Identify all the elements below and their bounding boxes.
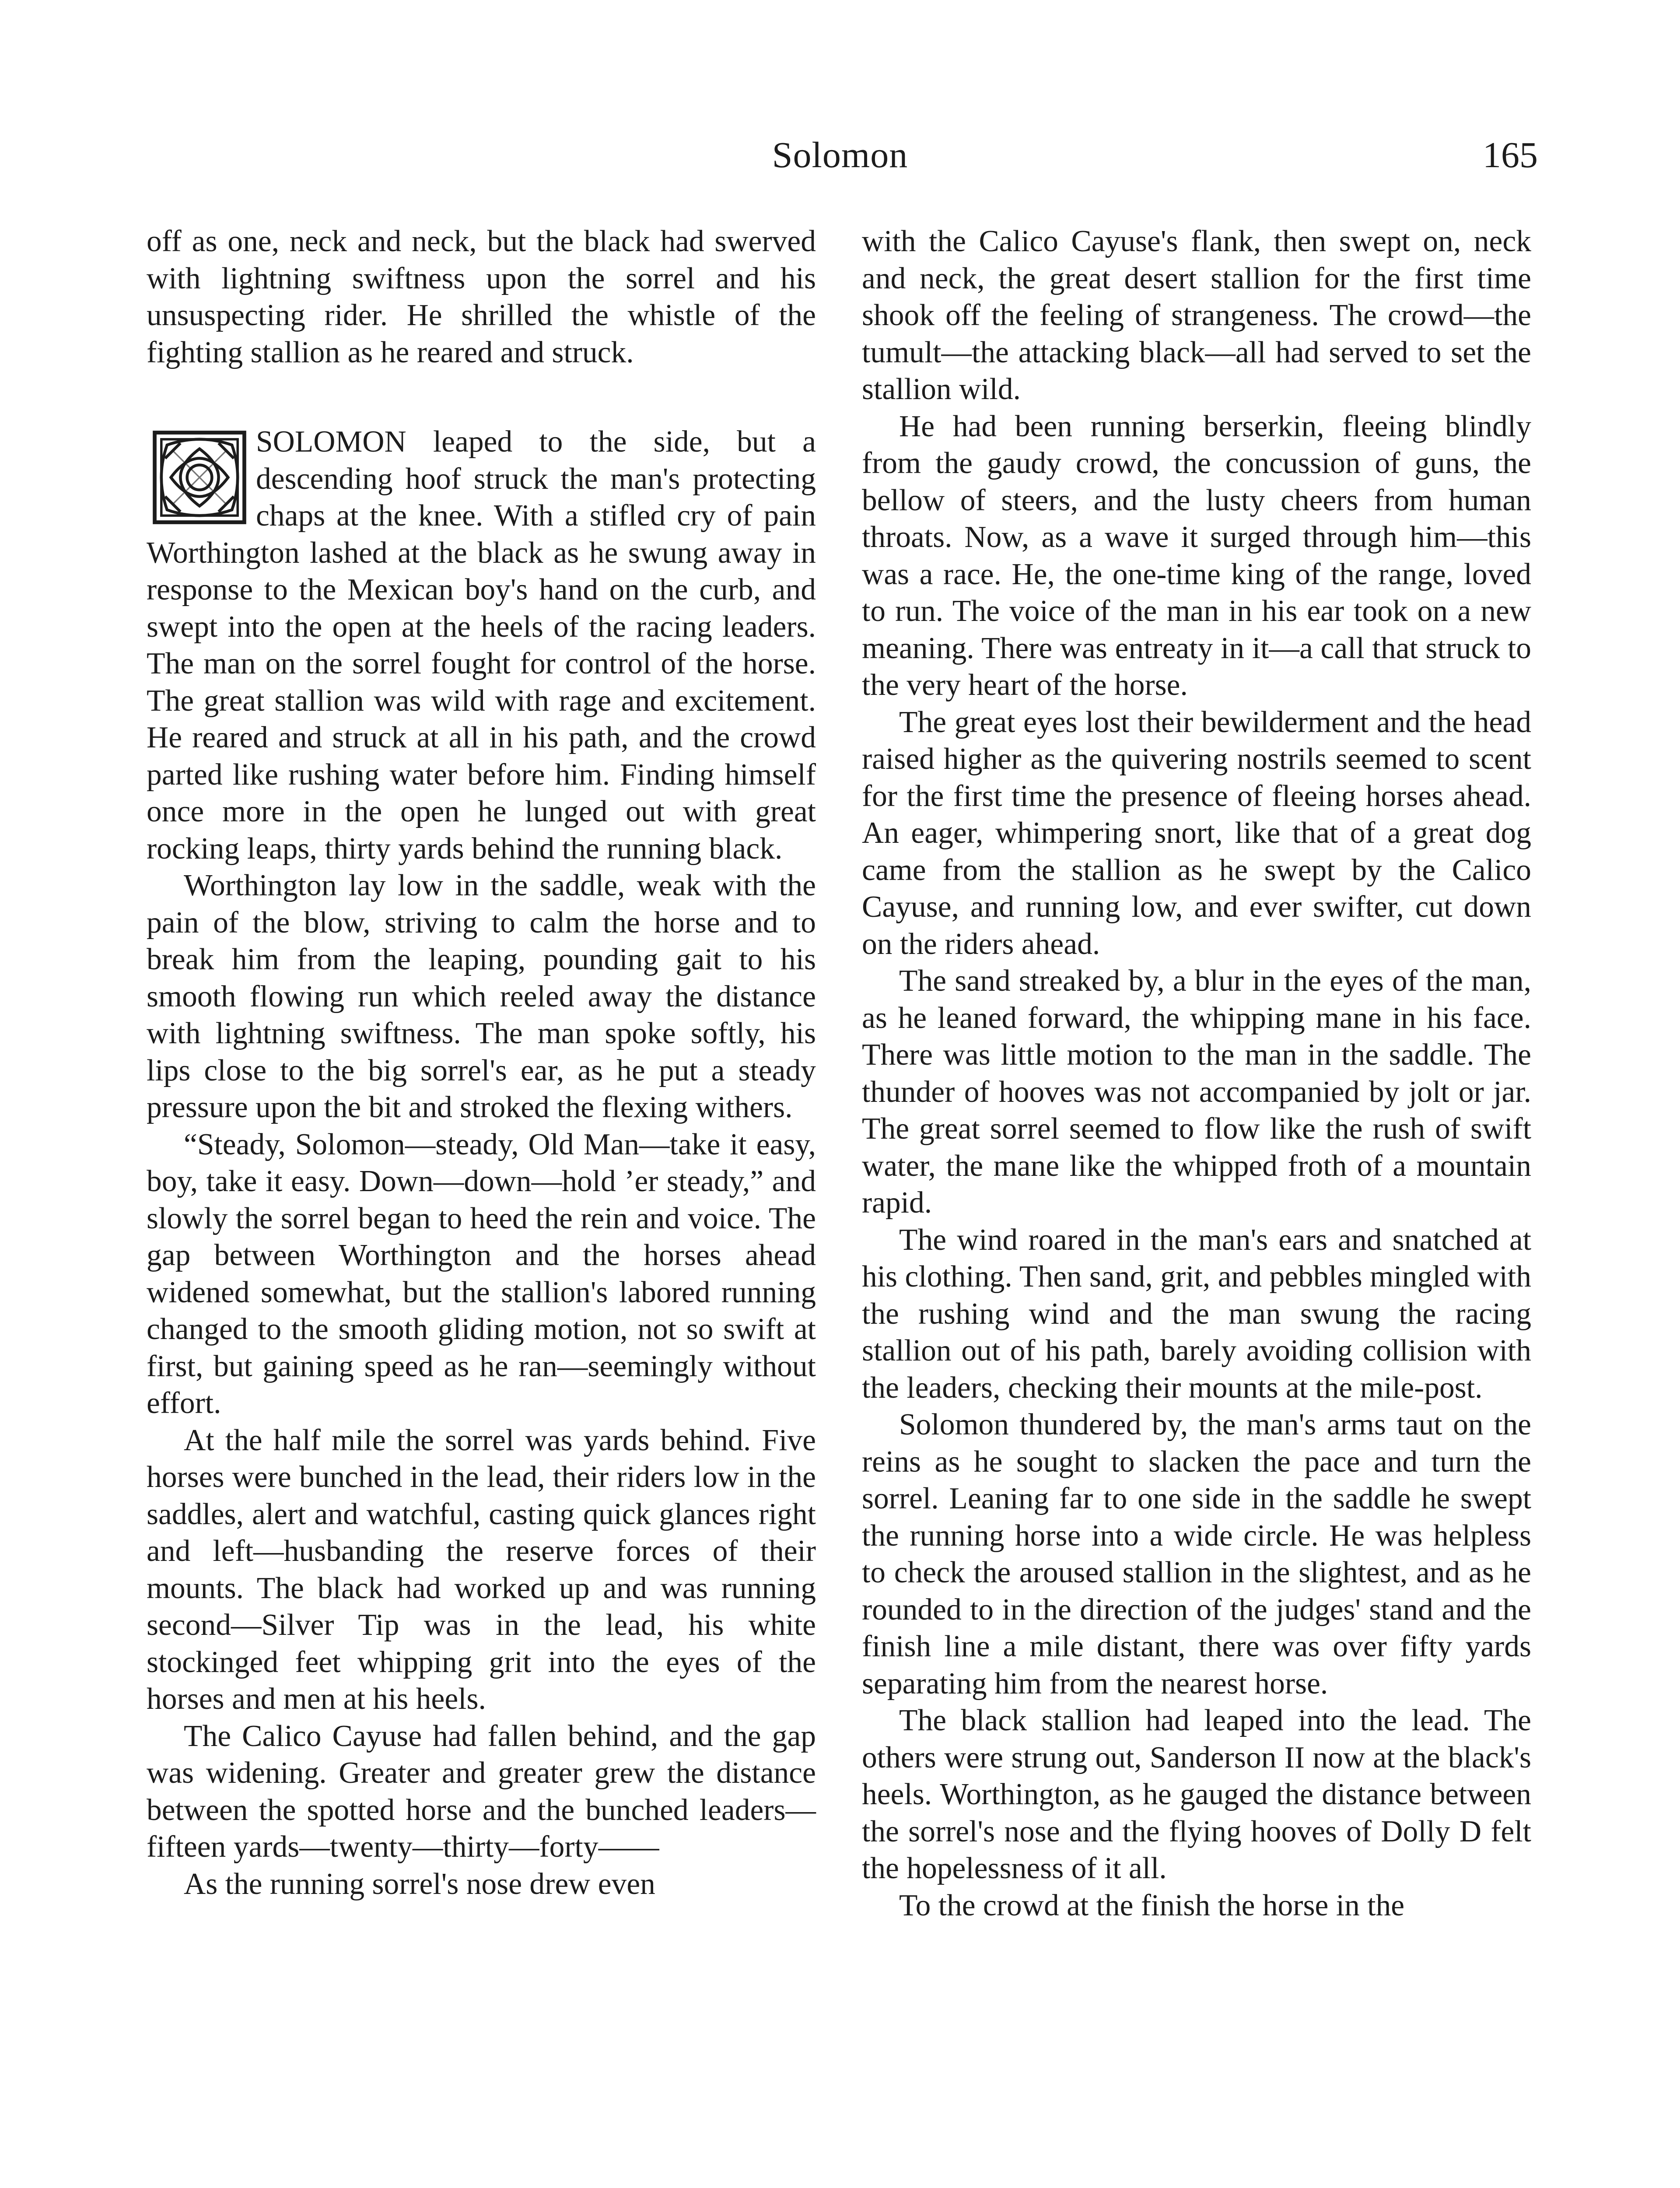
paragraph: The Calico Cayuse had fallen behind, and the gap was widening. Greater and greater grew the distance between the spotted horse and the bunched leaders—fifteen yards—twenty—thirty—forty——	[147, 1719, 816, 1864]
section-start-paragraph	[147, 424, 816, 867]
paragraph-text: SOLOMON leaped to the side, but a descending hoof struck the man's protecting chaps at the knee. With a stifled cry of pain Worthington lashed at the black as he swung away in response to the Mexican boy's hand on the curb, and swept into the open at the heels of the racing leaders. The man on the sorrel fought for control of the horse. The great stallion was wild with rage and excitement. He reared and struck at all in his path, and the crowd parted like rushing water before him. Finding himself once more in the open he lunged out with great rocking leaps, thirty yards behind the running black.	[147, 425, 816, 866]
paragraph: He had been running berserkin, fleeing blindly from the gaudy crowd, the concussion of guns, the bellow of steers, and the lusty cheers from human throats. Now, as a wave it surged through him—this was a race. He, the one-time king of the range, loved to run. The voice of the man in his ear took on a new meaning. There was entreaty in it—a call that struck to the very heart of the horse.	[862, 409, 1531, 702]
paragraph: Worthington lay low in the saddle, weak with the pain of the blow, striving to calm the horse and to break him from the leaping, pounding gait to his smooth flowing run which reeled away the distance with lightning swiftness. The man spoke softly, his lips close to the big sorrel's ear, as he put a steady pressure upon the bit and stroked the flexing withers.	[147, 869, 816, 1124]
left-column	[147, 223, 816, 1903]
paragraph: To the crowd at the finish the horse in the	[899, 1888, 1405, 1922]
paragraph: Solomon thundered by, the man's arms taut on the reins as he sought to slacken the pace and turn the sorrel. Leaning far to one side in the saddle he swept the running horse into a wide circle. He was helpless to check the aroused stallion in the slightest, and as he rounded to in the direction of the judges' stand and the finish line a mile distant, there was over fifty yards separating him from the nearest horse.	[862, 1408, 1531, 1701]
running-title: Solomon	[772, 135, 908, 175]
paragraph: The sand streaked by, a blur in the eyes of the man, as he leaned forward, the whipping mane in his face. There was little motion to the man in the saddle. The thunder of hooves was not accompanied by jolt or jar. The great sorrel seemed to flow like the rush of swift water, the mane like the whipped froth of a mountain rapid.	[862, 964, 1531, 1220]
paragraph: The great eyes lost their bewilderment and the head raised higher as the quivering nostrils seemed to scent for the first time the presence of fleeing horses ahead. An eager, whimpering snort, like that of a great dog came from the stallion as he swept by the Calico Cayuse, and running low, and ever swifter, cut down on the riders ahead.	[862, 705, 1531, 961]
page-number: 165	[1483, 135, 1538, 175]
paragraph: “Steady, Solomon—steady, Old Man—take it easy, boy, take it easy. Down—down—hold ’er steady,” and slowly the sorrel began to heed the rein and voice. The gap between Worthington and the horses ahead widened somewhat, but the stallion's labored running changed to the smooth gliding motion, not so swift at first, but gaining speed as he ran—seemingly without effort.	[147, 1127, 816, 1420]
paragraph: The wind roared in the man's ears and snatched at his clothing. Then sand, grit, and pebbles mingled with the rushing wind and the man swung the racing stallion out of his path, barely avoiding collision with the leaders, checking their mounts at the mile-post.	[862, 1223, 1531, 1405]
running-head	[0, 131, 1680, 179]
paragraph: off as one, neck and neck, but the black had swerved with lightning swiftness upon the sorrel and his unsuspecting rider. He shrilled the whistle of the fighting stallion as he reared and struck.	[147, 224, 816, 369]
paragraph: with the Calico Cayuse's flank, then swept on, neck and neck, the great desert stallion for the first time shook off the feeling of strangeness. The crowd—the tumult—the attacking black—all had served to set the stallion wild.	[862, 224, 1531, 406]
paragraph: As the running sorrel's nose drew even	[184, 1867, 655, 1901]
celtic-knot-ornament-icon	[152, 430, 247, 525]
right-column	[862, 223, 1531, 1924]
paragraph: At the half mile the sorrel was yards behind. Five horses were bunched in the lead, their riders low in the saddles, alert and watchful, casting quick glances right and left—husbanding the reserve forces of their mounts. The black had worked up and was running second—Silver Tip was in the lead, his white stockinged feet whipping grit into the eyes of the horses and men at his heels.	[147, 1423, 816, 1716]
paragraph: The black stallion had leaped into the lead. The others were strung out, Sanderson II now at the black's heels. Worthington, as he gauged the distance between the sorrel's nose and the flying hooves of Dolly D felt the hopelessness of it all.	[862, 1704, 1531, 1885]
